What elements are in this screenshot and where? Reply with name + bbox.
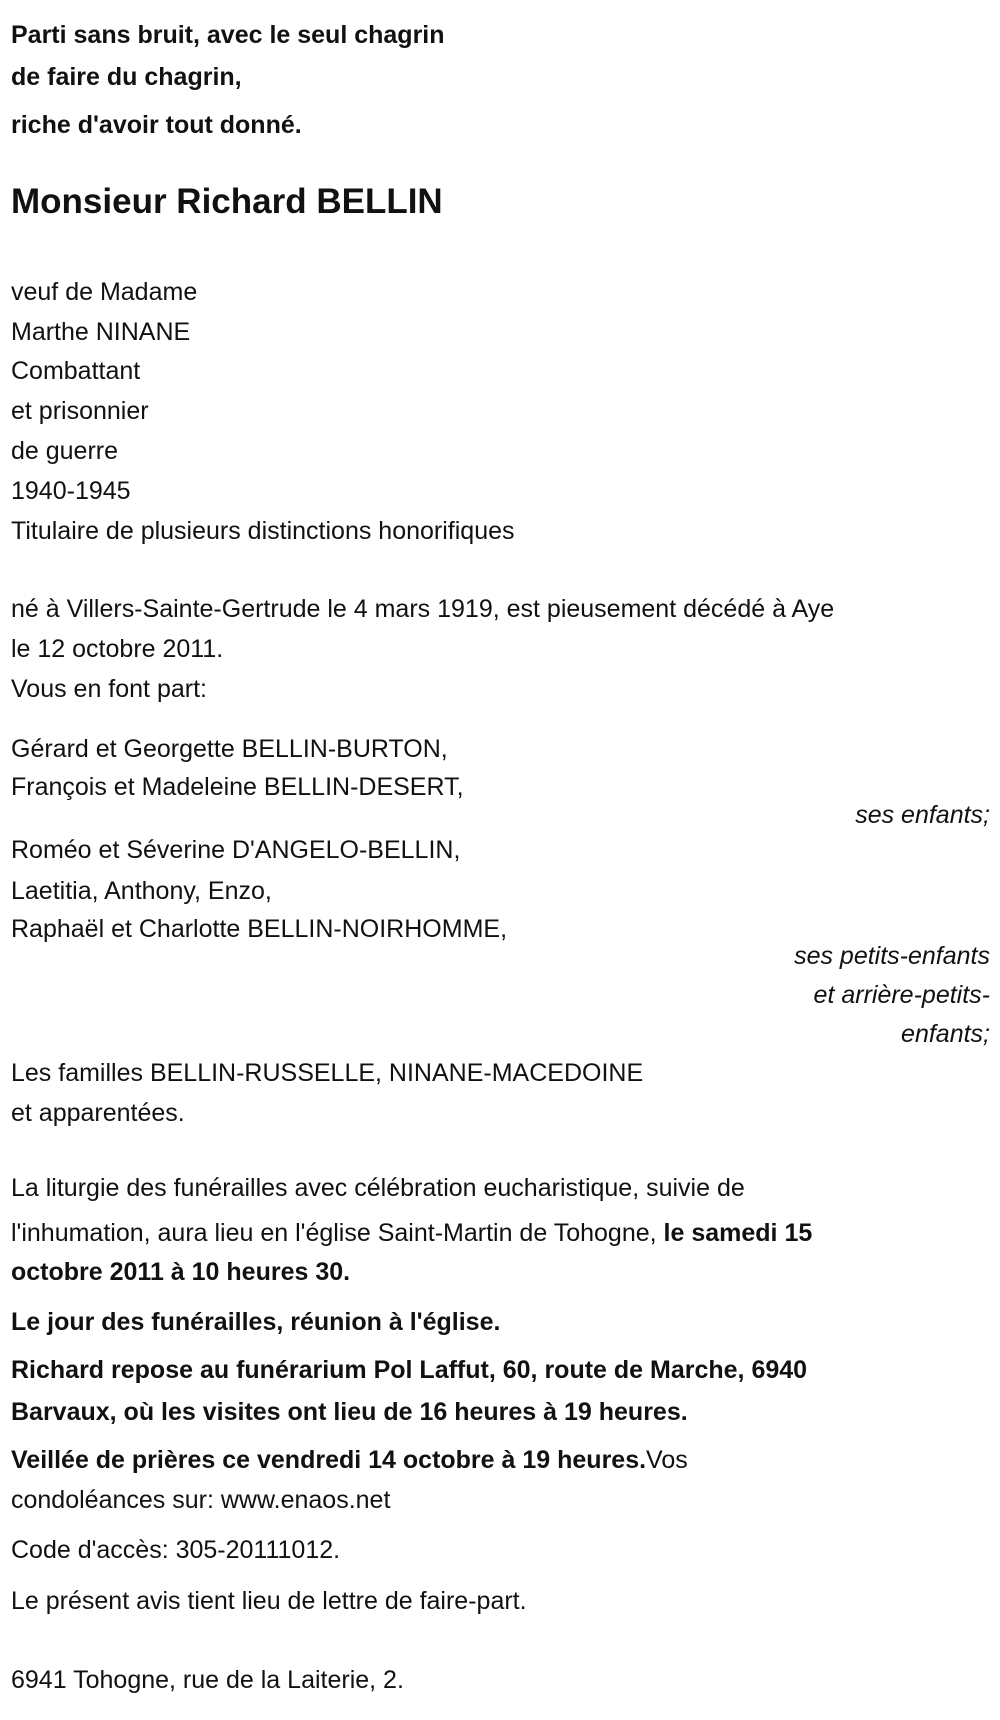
- title-line: Combattant: [11, 357, 141, 385]
- condolences: condoléances sur: www.enaos.net: [11, 1486, 391, 1514]
- epitaph-line: Parti sans bruit, avec le seul chagrin: [11, 21, 445, 49]
- vigil-line: [11, 1445, 688, 1475]
- grandchild-line: Raphaël et Charlotte BELLIN-NOIRHOMME,: [11, 915, 508, 943]
- child-line: Gérard et Georgette BELLIN-BURTON,: [11, 735, 448, 763]
- liturgy-text: l'inhumation, aura lieu en l'église Saint-Martin de Tohogne,: [11, 1219, 664, 1247]
- grandchildren-label: enfants;: [901, 1020, 990, 1048]
- grandchild-line: Roméo et Séverine D'ANGELO-BELLIN,: [11, 836, 461, 864]
- title-line: Titulaire de plusieurs distinctions honorifiques: [11, 517, 515, 545]
- epitaph-line: riche d'avoir tout donné.: [11, 111, 302, 139]
- birth-death-line: le 12 octobre 2011.: [11, 635, 224, 663]
- grandchildren-label: ses petits-enfants: [794, 942, 990, 970]
- grandchild-line: Laetitia, Anthony, Enzo,: [11, 877, 272, 905]
- notice: Le présent avis tient lieu de lettre de faire-part.: [11, 1587, 527, 1615]
- rest-line: Richard repose au funérarium Pol Laffut, 60, route de Marche, 6940: [11, 1356, 808, 1384]
- children-label: ses enfants;: [855, 801, 990, 829]
- liturgy-line: [11, 1218, 812, 1248]
- vigil-after: Vos: [646, 1446, 688, 1474]
- title-line: veuf de Madame: [11, 278, 198, 306]
- announce: Vous en font part:: [11, 675, 207, 703]
- deceased-name: Monsieur Richard BELLIN: [11, 182, 443, 221]
- liturgy-date: le samedi 15: [663, 1219, 813, 1247]
- families-line: Les familles BELLIN-RUSSELLE, NINANE-MACEDOINE: [11, 1059, 644, 1087]
- grandchildren-label: et arrière-petits-: [813, 981, 990, 1009]
- birth-death-line: né à Villers-Sainte-Gertrude le 4 mars 1919, est pieusement décédé à Aye: [11, 595, 835, 623]
- epitaph-line: de faire du chagrin,: [11, 63, 242, 91]
- families-line: et apparentées.: [11, 1099, 185, 1127]
- liturgy-date: octobre 2011 à 10 heures 30.: [11, 1258, 351, 1286]
- meeting: Le jour des funérailles, réunion à l'église.: [11, 1308, 501, 1336]
- address: 6941 Tohogne, rue de la Laiterie, 2.: [11, 1666, 404, 1694]
- liturgy-line: La liturgie des funérailles avec célébration eucharistique, suivie de: [11, 1174, 745, 1202]
- title-line: 1940-1945: [11, 477, 131, 505]
- child-line: François et Madeleine BELLIN-DESERT,: [11, 773, 464, 801]
- title-line: de guerre: [11, 437, 119, 465]
- access-code: Code d'accès: 305-20111012.: [11, 1536, 341, 1564]
- title-line: et prisonnier: [11, 397, 149, 425]
- rest-line: Barvaux, où les visites ont lieu de 16 heures à 19 heures.: [11, 1398, 688, 1426]
- vigil: Veillée de prières ce vendredi 14 octobre à 19 heures.: [11, 1446, 647, 1474]
- title-line: Marthe NINANE: [11, 318, 191, 346]
